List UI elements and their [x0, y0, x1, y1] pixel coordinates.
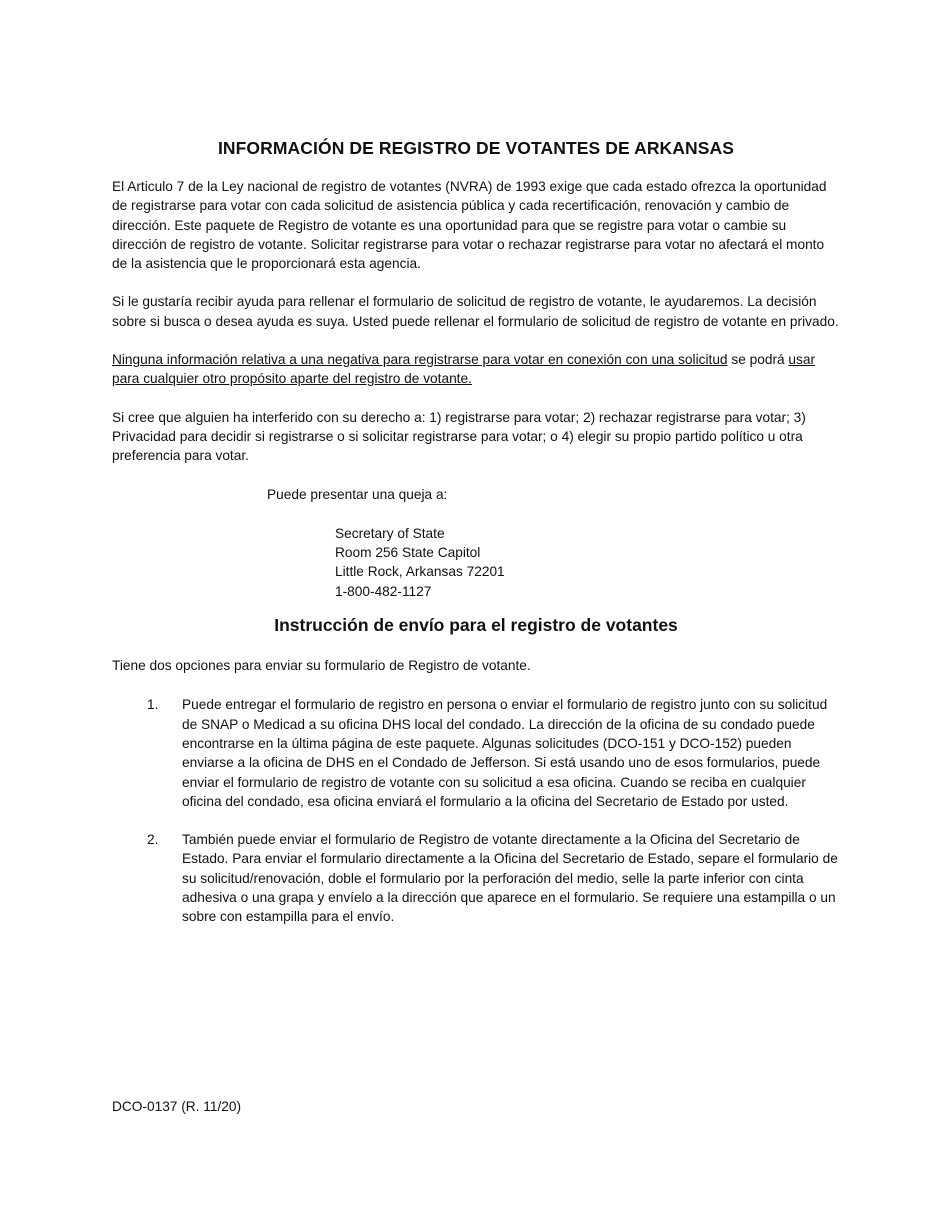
list-item-number: 1.: [147, 697, 159, 713]
confidentiality-underlined-text-1: Ninguna información relativa a una negativa para registrarse para votar en conexión con una solicitud: [112, 352, 728, 368]
address-phone: 1-800-482-1127: [335, 583, 432, 599]
confidentiality-underlined-text-2: usar para cualquier otro propósito aparte del registro de votante.: [112, 352, 816, 387]
assistance-paragraph: Si le gustaría recibir ayuda para rellenar el formulario de solicitud de registro de votante, le ayudaremos. La decisión sobre si busca o desea ayuda es suya. Usted puede rellenar el formulario de solicitud de registro de votante en privado.: [112, 294, 839, 329]
form-number-footer: DCO-0137 (R. 11/20): [112, 1099, 242, 1114]
document-body: [112, 138, 840, 946]
address-line-1: Secretary of State: [335, 525, 445, 541]
list-item-text: También puede enviar el formulario de Registro de votante directamente a la Oficina del Secretario de Estado. Para enviar el formulario directamente a la Oficina del Secretario de Estado, separe el formulario de su solicitud/renovación, doble el formulario por la perforación del medio, selle la parte inferior con cinta adhesiva o una grapa y envíelo a la dirección que aparece en el formulario. Se requiere una estampilla o un sobre con estampilla para el envío.: [182, 832, 838, 925]
nvra-paragraph: El Articulo 7 de la Ley nacional de registro de votantes (NVRA) de 1993 exige que cada estado ofrezca la oportunidad de registrarse para votar con cada solicitud de asistencia pública y cada recertificación, renovación y cambio de dirección. Este paquete de Registro de votante es una oportunidad para que se registre para votar o cambie su dirección de registro de votante. Solicitar registrarse para votar o rechazar registrarse para votar no afectará el monto de la asistencia que le proporcionará esta agencia.: [112, 179, 827, 272]
interference-paragraph: Si cree que alguien ha interferido con su derecho a: 1) registrarse para votar; 2) rechazar registrarse para votar; 3) Privacidad para decidir si registrarse o si solicitar registrarse para votar; o 4) elegir su propio partido político u otra preferencia para votar.: [112, 409, 806, 464]
page-title: INFORMACIÓN DE REGISTRO DE VOTANTES DE ARKANSAS: [217, 138, 735, 158]
list-item: [112, 830, 840, 926]
shipping-section-title: Instrucción de envío para el registro de votantes: [274, 615, 678, 636]
shipping-intro: Tiene dos opciones para enviar su formulario de Registro de votante.: [112, 658, 531, 674]
confidentiality-paragraph: [112, 350, 840, 389]
list-item-text: Puede entregar el formulario de registro en persona o enviar el formulario de registro junto con su solicitud de SNAP o Medicad a su oficina DHS local del condado. La dirección de la oficina de su condado puede encontrarse en la última página de este paquete. Algunas solicitudes (DCO-151 y DCO-152) pueden enviarse a la oficina de DHS en el Condado de Jefferson. Si está usando uno de esos formularios, puede enviar el formulario de registro de votante con su solicitud a esa oficina. Cuando se reciba en cualquier oficina del condado, esa oficina enviará el formulario a la oficina del Secretario de Estado por usted.: [182, 697, 828, 809]
confidentiality-plain-text: se podrá: [727, 352, 789, 368]
address-line-3: Little Rock, Arkansas 72201: [335, 564, 505, 580]
address-line-2: Room 256 State Capitol: [335, 545, 481, 561]
list-item: [112, 695, 840, 811]
complaint-intro: Puede presentar una queja a:: [267, 486, 448, 502]
shipping-options-list: [112, 695, 840, 926]
complaint-address: [335, 524, 840, 601]
list-item-number: 2.: [147, 832, 159, 848]
